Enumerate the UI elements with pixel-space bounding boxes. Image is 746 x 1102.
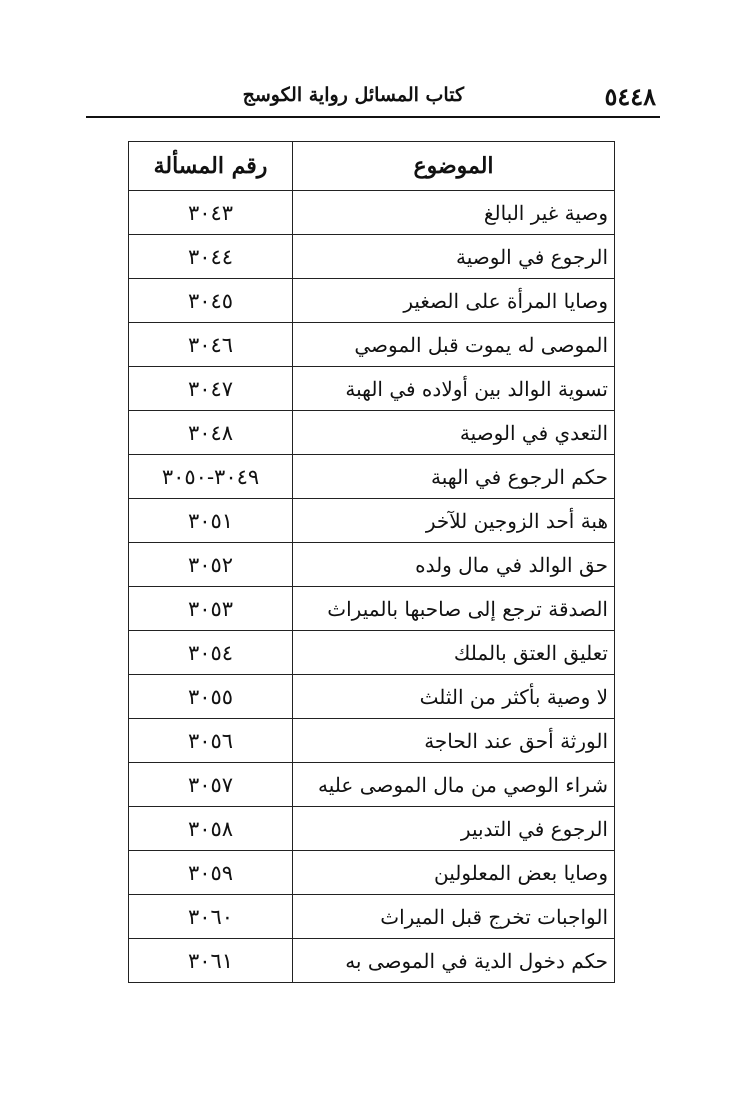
table-body (129, 191, 615, 983)
issue-number-cell: ٣٠٤٨ (129, 411, 293, 455)
issue-number-cell: ٣٠٥٧ (129, 763, 293, 807)
topic-cell: تسوية الوالد بين أولاده في الهبة (293, 367, 615, 411)
issue-number-cell: ٣٠٥٥ (129, 675, 293, 719)
issue-number-cell: ٣٠٥٢ (129, 543, 293, 587)
table-row (129, 455, 615, 499)
table-row (129, 675, 615, 719)
topic-cell: حق الوالد في مال ولده (293, 543, 615, 587)
table-row (129, 235, 615, 279)
table-header-row (129, 142, 615, 191)
issue-number-cell: ٣٠٥٤ (129, 631, 293, 675)
table-row (129, 323, 615, 367)
topic-cell: الواجبات تخرج قبل الميراث (293, 895, 615, 939)
topic-cell: حكم دخول الدية في الموصى به (293, 939, 615, 983)
table-row (129, 851, 615, 895)
issue-number-cell: ٣٠٥٩ (129, 851, 293, 895)
topic-cell: وصايا المرأة على الصغير (293, 279, 615, 323)
topic-cell: لا وصية بأكثر من الثلث (293, 675, 615, 719)
header-divider (86, 116, 660, 118)
topic-cell: حكم الرجوع في الهبة (293, 455, 615, 499)
column-header-topic: الموضوع (293, 142, 615, 191)
issue-number-cell: ٣٠٦٠ (129, 895, 293, 939)
topic-cell: التعدي في الوصية (293, 411, 615, 455)
table-row (129, 939, 615, 983)
book-title: كتاب المسائل رواية الكوسج (242, 84, 464, 106)
topic-cell: وصية غير البالغ (293, 191, 615, 235)
table-row (129, 763, 615, 807)
table-row (129, 543, 615, 587)
page-number: ٥٤٤٨ (604, 82, 656, 111)
topic-cell: تعليق العتق بالملك (293, 631, 615, 675)
table-row (129, 631, 615, 675)
table-row (129, 191, 615, 235)
issue-number-cell: ٣٠٤٩-٣٠٥٠ (129, 455, 293, 499)
issue-number-cell: ٣٠٥٣ (129, 587, 293, 631)
table-row (129, 587, 615, 631)
issue-number-cell: ٣٠٥٦ (129, 719, 293, 763)
issue-number-cell: ٣٠٤٤ (129, 235, 293, 279)
topic-cell: الرجوع في الوصية (293, 235, 615, 279)
topic-cell: وصايا بعض المعلولين (293, 851, 615, 895)
issue-number-cell: ٣٠٤٣ (129, 191, 293, 235)
topic-cell: شراء الوصي من مال الموصى عليه (293, 763, 615, 807)
issue-number-cell: ٣٠٤٦ (129, 323, 293, 367)
table-row (129, 279, 615, 323)
topic-cell: هبة أحد الزوجين للآخر (293, 499, 615, 543)
topics-index-table (128, 141, 615, 983)
table-row (129, 719, 615, 763)
issue-number-cell: ٣٠٥١ (129, 499, 293, 543)
table-row (129, 367, 615, 411)
table-row (129, 411, 615, 455)
topic-cell: الموصى له يموت قبل الموصي (293, 323, 615, 367)
issue-number-cell: ٣٠٦١ (129, 939, 293, 983)
table-row (129, 499, 615, 543)
issue-number-cell: ٣٠٤٧ (129, 367, 293, 411)
page-header (86, 80, 660, 114)
topic-cell: الصدقة ترجع إلى صاحبها بالميراث (293, 587, 615, 631)
issue-number-cell: ٣٠٤٥ (129, 279, 293, 323)
column-header-number: رقم المسألة (129, 142, 293, 191)
issue-number-cell: ٣٠٥٨ (129, 807, 293, 851)
table-row (129, 895, 615, 939)
table-row (129, 807, 615, 851)
topic-cell: الرجوع في التدبير (293, 807, 615, 851)
topic-cell: الورثة أحق عند الحاجة (293, 719, 615, 763)
